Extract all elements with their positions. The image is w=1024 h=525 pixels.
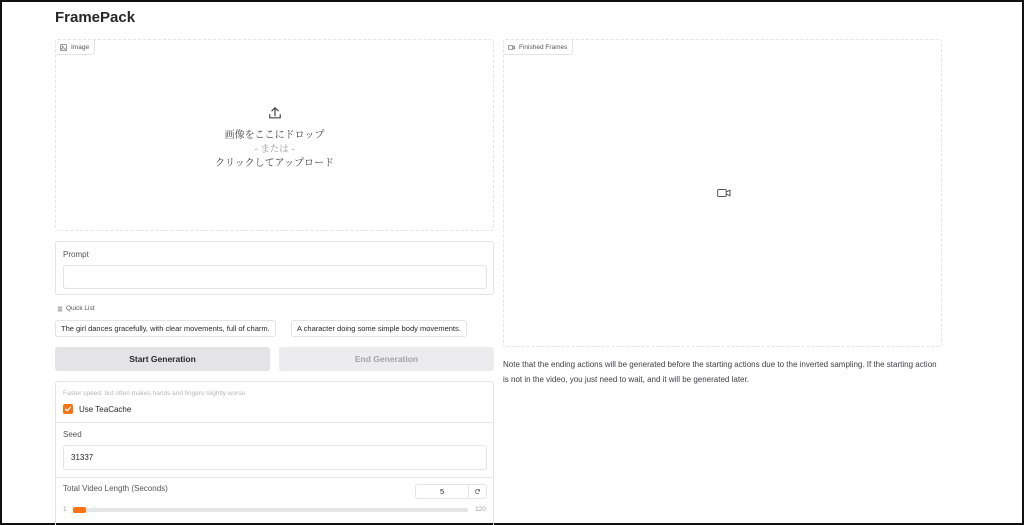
reset-icon (474, 488, 481, 495)
video-length-label: Total Video Length (Seconds) (63, 484, 168, 493)
teacache-row[interactable] (63, 404, 131, 414)
quick-list-label-row (57, 305, 95, 312)
divider (56, 422, 493, 423)
video-length-max: 120 (475, 506, 486, 513)
teacache-checkbox[interactable] (63, 404, 73, 414)
or-text: - または - (254, 144, 295, 155)
image-icon (60, 44, 67, 51)
prompt-label: Prompt (63, 250, 89, 259)
teacache-label: Use TeaCache (79, 404, 132, 414)
video-length-value: 5 (440, 487, 445, 496)
quick-list-label: Quick List (66, 305, 95, 312)
seed-input[interactable]: 31337 (63, 445, 487, 470)
prompt-block (55, 241, 494, 295)
prompt-input[interactable] (63, 265, 487, 289)
finished-frames-panel (503, 39, 942, 347)
inverted-sampling-note: Note that the ending actions will be generated before the starting actions due to the inverted sampling. If the starting action is not in the video, you just need to wait, and it will be generated later. (503, 360, 937, 384)
video-length-min: 1 (63, 506, 67, 513)
list-icon (57, 306, 63, 312)
upload-icon (268, 106, 282, 120)
image-panel-label: Image (71, 43, 90, 51)
settings-panel (55, 381, 494, 525)
start-generation-button[interactable]: Start Generation (55, 347, 270, 371)
video-panel-tag (504, 40, 573, 55)
quick-list-item[interactable]: The girl dances gracefully, with clear movements, full of charm. (55, 320, 276, 337)
check-icon (64, 405, 72, 413)
video-panel-label: Finished Frames (519, 43, 568, 51)
image-upload-area[interactable] (55, 39, 494, 231)
image-panel-tag (56, 40, 95, 55)
video-length-number[interactable] (415, 484, 487, 499)
teacache-hint: Faster speed, but often makes hands and fingers slightly worse. (63, 390, 247, 397)
click-upload-text: クリックしてアップロード (215, 158, 334, 169)
end-generation-button[interactable]: End Generation (279, 347, 494, 371)
video-placeholder-icon (717, 188, 731, 198)
divider (56, 477, 493, 478)
reset-button[interactable] (468, 485, 486, 498)
app-title: FramePack (55, 9, 136, 26)
video-length-slider[interactable] (73, 508, 468, 512)
drop-text: 画像をここにドロップ (224, 130, 325, 141)
video-icon (508, 44, 515, 51)
quick-list-item[interactable]: A character doing some simple body movements. (291, 320, 467, 337)
seed-label: Seed (63, 430, 82, 439)
video-length-slider-fill[interactable] (73, 507, 86, 513)
